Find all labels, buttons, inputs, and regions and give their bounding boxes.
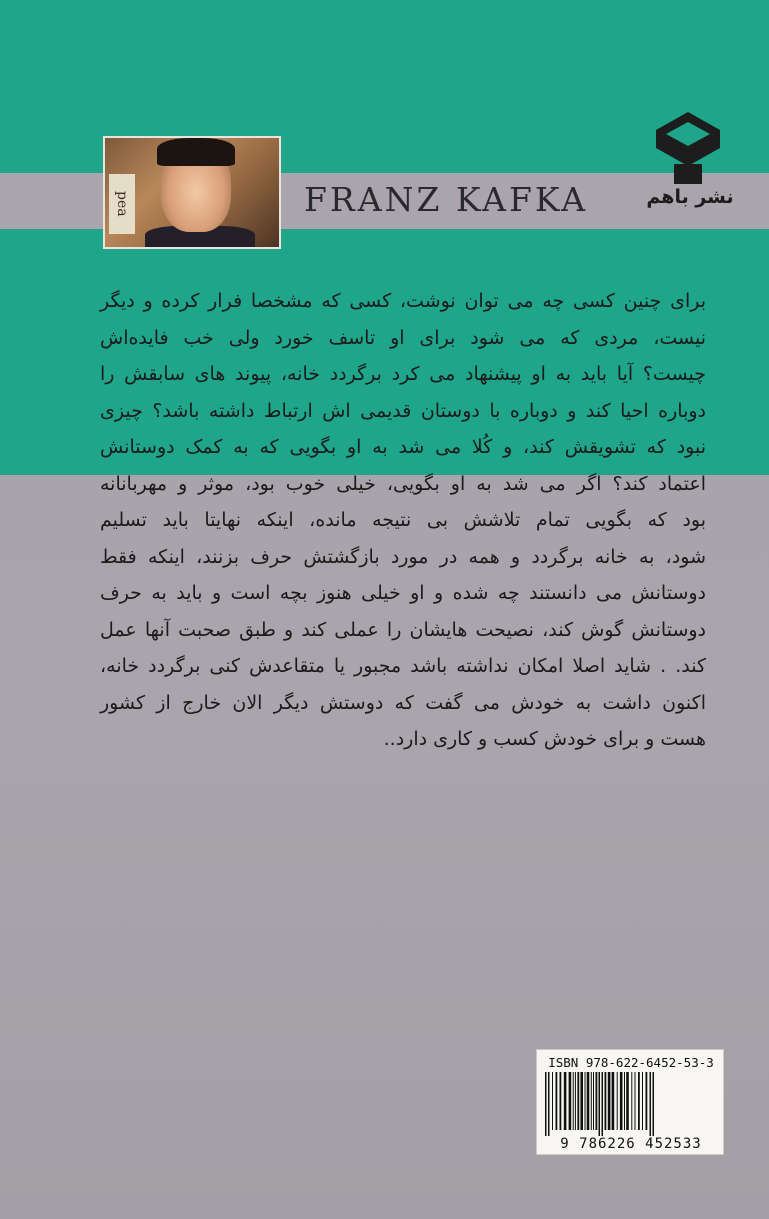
isbn-label: ISBN 978-622-6452-53-3 [548, 1055, 714, 1070]
author-portrait [103, 136, 281, 249]
author-name: FRANZ KAFKA [304, 180, 589, 219]
portrait-stamp: pea [109, 174, 135, 234]
isbn-barcode [536, 1049, 724, 1155]
barcode-number: 9 786226 452533 [560, 1136, 702, 1152]
back-cover-blurb [100, 283, 706, 758]
blurb-line: شود، به خانه برگردد و همه در مورد بازگشتش حرف بزنند، اینکه فقط [100, 545, 706, 568]
blurb-line: دوباره احیا کند و دوباره با دوستان قدیمی اش ارتباط داشته باشد؟ چیزی [100, 399, 706, 422]
blurb-line: دوستانش می دانستند چه شده و او خیلی هنوز بچه است و باید به حرف [100, 582, 706, 604]
blurb-line: نیست، مردی که می شود برای او تاسف خورد ولی خب فایده‌اش [100, 326, 706, 349]
blurb-line: اعتماد کند؟ اگر می شد به او بگویی، خیلی خوب بود، موثر و مهربانانه [100, 472, 706, 495]
blurb-line: اکنون داشت به خودش می گفت که دوستش دیگر الان خارج از کشور [100, 691, 706, 714]
blurb-line: نبود که تشویقش کند، و کُلا می شد به او بگویی که به کمک دوستانش [100, 436, 706, 458]
blurb-line: دوستانش گوش کند، نصیحت هایشان را عملی کند و طبق صحبت آنها عمل [100, 618, 706, 641]
blurb-line: هست و برای خودش کسب و کاری دارد.. [383, 728, 706, 750]
publisher-name: نشر باهم [646, 186, 734, 208]
publisher-logo-icon [648, 108, 728, 188]
blurb-line: کند. . شاید اصلا امکان نداشته باشد مجبور یا متقاعدش کنی برگردد خانه، [100, 655, 706, 677]
barcode-bars [545, 1072, 717, 1136]
blurb-line: برای چنین کسی چه می توان نوشت، کسی که مشخصا فرار کرده و دیگر [100, 290, 706, 312]
blurb-line: بود که بگویی تمام تلاشش بی نتیجه مانده، اینکه نهایتا باید تسلیم [100, 509, 706, 531]
blurb-line: چیست؟ آیا باید به او پیشنهاد می کرد برگردد خانه، پیوند های سابقش را [100, 363, 706, 385]
portrait-hair [157, 138, 235, 166]
